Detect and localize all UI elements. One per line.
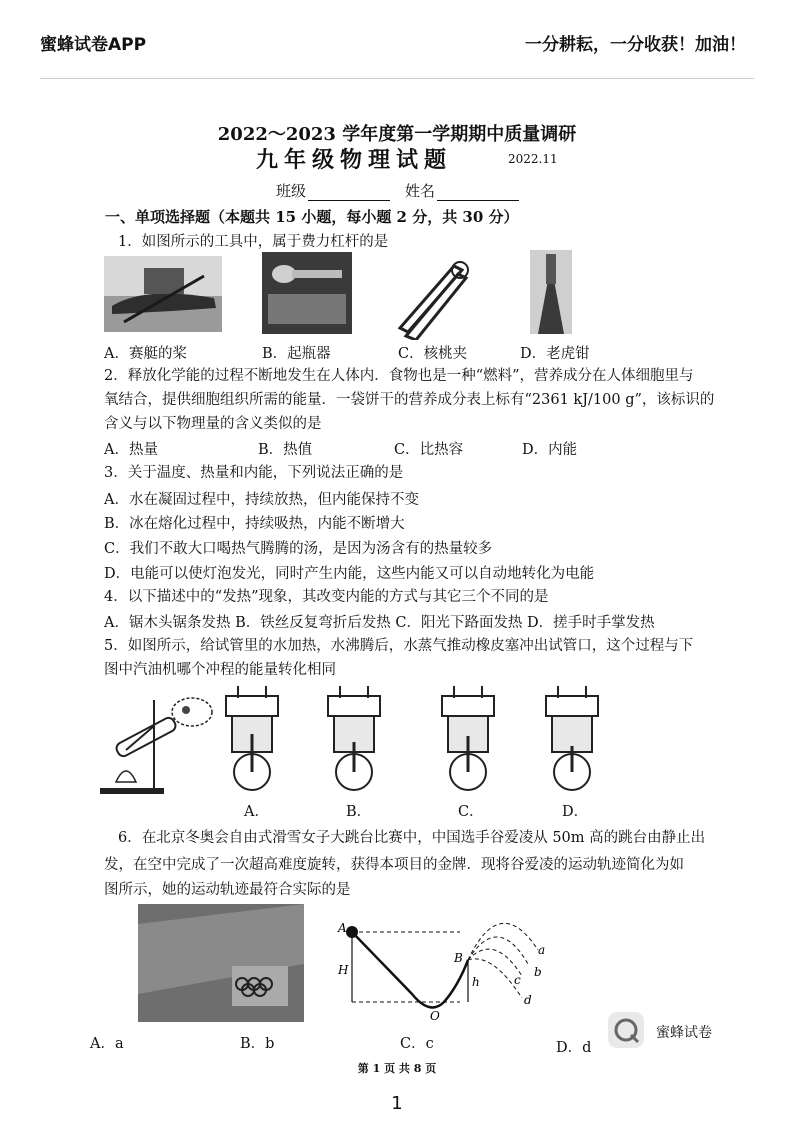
- test-tube-apparatus-image: [96, 690, 216, 800]
- q2-option-a: A．热量: [104, 442, 158, 458]
- class-label: 班级: [276, 182, 307, 200]
- label-c: c: [514, 973, 521, 987]
- header-divider: [40, 78, 754, 79]
- name-field: [405, 180, 519, 201]
- pliers-image: [530, 250, 572, 334]
- q3-option-a: A．水在凝固过程中，持续放热，但内能保持不变: [104, 492, 419, 508]
- header-slogan: 一分耕耘，一分收获！加油！: [525, 35, 746, 55]
- q2-option-c: C．比热容: [394, 442, 464, 458]
- q1-option-d: D．老虎钳: [520, 346, 590, 362]
- engine-stroke-a-image: [220, 686, 284, 796]
- q6-option-d: D．d: [556, 1040, 592, 1056]
- q3-option-d: D．电能可以使灯泡发光，同时产生内能，这些内能又可以自动地转化为电能: [104, 566, 595, 582]
- engine-stroke-c-image: [436, 686, 500, 796]
- watermark-logo-icon: [608, 1012, 644, 1048]
- question-6-line1: 6．在北京冬奥会自由式滑雪女子大跳台比赛中，中国选手谷爱凌从 50m 高的跳台由静止出: [118, 830, 706, 846]
- q6-option-a: A．a: [90, 1036, 124, 1052]
- exam-date: 2022.11: [508, 152, 558, 166]
- track-curve: [352, 932, 468, 1007]
- exam-subtitle: 九年级物理试题: [256, 147, 453, 173]
- q3-option-c: C．我们不敢大口喝热气腾腾的汤，是因为汤含有的热量较多: [104, 541, 493, 557]
- page-number: 1: [391, 1093, 403, 1114]
- name-label: 姓名: [405, 182, 436, 200]
- section-heading: 一、单项选择题（本题共 15 小题，每小题 2 分，共 30 分）: [105, 208, 519, 226]
- q1-option-c: C．核桃夹: [398, 346, 468, 362]
- question-6-line2: 发，在空中完成了一次超高难度旋转，获得本项目的金牌．现将谷爱凌的运动轨迹简化为如: [104, 857, 684, 873]
- question-5-line2: 图中汽油机哪个冲程的能量转化相同: [104, 662, 336, 678]
- engine-stroke-d-image: [540, 686, 604, 796]
- page-info: 第 1 页 共 8 页: [357, 1062, 437, 1075]
- q6-option-b: B．b: [240, 1036, 275, 1052]
- question-5-line1: 5．如图所示，给试管里的水加热，水沸腾后，水蒸气推动橡皮塞冲出试管口，这个过程与下: [104, 638, 694, 654]
- watermark-text: 蜜蜂试卷: [656, 1025, 712, 1041]
- path-a: [468, 923, 538, 960]
- bottle-opener-image: [262, 252, 352, 334]
- q5-option-b: B．: [346, 804, 372, 820]
- question-2-line3: 含义与以下物理量的含义类似的是: [104, 416, 322, 432]
- label-A: A: [338, 921, 347, 935]
- q5-option-a: A．: [244, 804, 269, 820]
- question-2-line2: 氧结合，提供细胞组织所需的能量．一袋饼干的营养成分表上标有“2361 kJ/100 g”，该标识的: [104, 392, 715, 408]
- question-2-line1: 2．释放化学能的过程不断地发生在人体内．食物也是一种“燃料”，营养成分在人体细胞里与: [104, 368, 694, 384]
- label-d: d: [524, 993, 532, 1007]
- label-O: O: [430, 1009, 440, 1023]
- q5-option-c: C．: [458, 804, 484, 820]
- class-field: [276, 180, 390, 201]
- trajectory-diagram: [330, 902, 560, 1024]
- exam-title: 2022～2023 学年度第一学期期中质量调研: [217, 124, 577, 145]
- path-b: [468, 937, 528, 964]
- question-3: 3．关于温度、热量和内能，下列说法正确的是: [104, 465, 404, 481]
- q1-option-a: A．赛艇的桨: [104, 346, 187, 362]
- rowing-oar-image: [104, 256, 222, 332]
- q3-option-b: B．冰在熔化过程中，持续吸热，内能不断增大: [104, 516, 405, 532]
- question-1: 1．如图所示的工具中，属于费力杠杆的是: [118, 234, 389, 250]
- path-c: [468, 949, 522, 976]
- q2-option-d: D．内能: [522, 442, 578, 458]
- label-b: b: [534, 965, 542, 979]
- q6-option-c: C．c: [400, 1036, 434, 1052]
- app-name: 蜜蜂试卷APP: [40, 35, 147, 55]
- engine-stroke-b-image: [322, 686, 386, 796]
- ski-jump-photo: [138, 904, 304, 1022]
- q4-options: A．锯木头锯条发热 B．铁丝反复弯折后发热 C．阳光下路面发热 D．搓手时手掌发热: [104, 615, 655, 631]
- label-H: H: [338, 963, 349, 977]
- q1-option-b: B．起瓶器: [262, 346, 331, 362]
- question-6-line3: 图所示，她的运动轨迹最符合实际的是: [104, 882, 351, 898]
- q5-option-d: D．: [562, 804, 589, 820]
- name-blank: [437, 186, 519, 201]
- label-a: a: [538, 943, 546, 957]
- label-B: B: [454, 951, 463, 965]
- q2-option-b: B．热值: [258, 442, 313, 458]
- nutcracker-image: [396, 256, 476, 340]
- label-h: h: [472, 975, 480, 989]
- class-blank: [308, 186, 390, 201]
- question-4: 4．以下描述中的“发热”现象，其改变内能的方式与其它三个不同的是: [104, 589, 549, 605]
